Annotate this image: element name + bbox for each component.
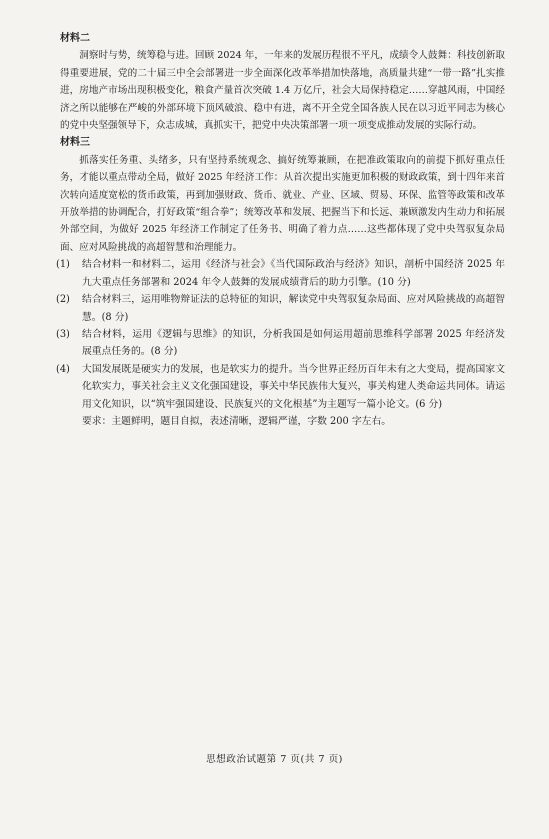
question-number: (3) xyxy=(56,328,70,340)
question-number: (4) xyxy=(56,363,70,375)
material-2-heading: 材料二 xyxy=(60,33,90,44)
question-text: 结合材料三，运用唯物辩证法的总特征的知识，解读党中央驾驭复杂局面、应对风险挑战的高超智慧。(8 分) xyxy=(82,294,505,323)
page-content xyxy=(56,30,505,430)
question-text: 大国发展既是硬实力的发展，也是软实力的提升。当今世界正经历百年未有之大变局，提高国家文化软实力，事关社会主义文化强国建设，事关中华民族伟大复兴，事关构建人类命运共同体。请运用文化知识，以“筑牢强国建设、民族复兴的文化根基”为主题写一篇小论文。(6 分) xyxy=(82,363,505,410)
question-text: 结合材料一和材料二，运用《经济与社会》《当代国际政治与经济》知识，剖析中国经济 2025 年九大重点任务部署和 2024 年令人鼓舞的发展成绩背后的助力引擎。(10 分) xyxy=(82,259,505,288)
material-3-heading: 材料三 xyxy=(60,137,90,149)
question-4 xyxy=(56,361,505,413)
question-3 xyxy=(56,326,505,361)
question-text: 结合材料，运用《逻辑与思维》的知识，分析我国是如何运用超前思维科学部署 2025 年经济发展重点任务的。(8 分) xyxy=(82,328,505,358)
question-1 xyxy=(56,256,505,291)
material-2-text: 洞察时与势，统筹稳与进。回顾 2024 年，一年来的发展历程很不平凡，成绩令人鼓舞：科技创新取得重要进展，党的二十届三中全会部署进一步全面深化改革举措加快落地，高质量共建“一带一路”扎实推进，房地产市场出现积极变化，粮食产量首次突破 1.4 万亿斤，社会大局保持稳定……穿越风雨，中国经济之所以能够在严峻的外部环境下顶风破浪、稳中有进，离不开全党全国各族人民在以习近平同志为核心的党中央坚强领导下，众志成城，真抓实干，把党中央决策部署一项一项变成推动发展的实际行动。 xyxy=(60,50,505,132)
question-number: (2) xyxy=(56,294,70,306)
question-number: (1) xyxy=(56,259,70,271)
question-2 xyxy=(56,291,505,326)
material-3-text: 抓落实任务重、头绪多，只有坚持系统观念、搞好统筹兼顾，在把准政策取向的前提下抓好重点任务，才能以重点带动全局，做好 2025 年经济工作：从首次提出实施更加积极的财政政策，到十四年来首次转向适度宽松的货币政策，再到加强财政、货币、就业、产业、区域、贸易、环保、监管等政策和改革开放举措的协调配合，打好政策“组合拳”；统筹改革和发展、把握当下和长远、兼顾激发内生动力和拓展外部空间，为做好 2025 年经济工作制定了任务书、明确了着力点……这些都体现了党中央驾驭复杂局面、应对风险挑战的高超智慧和治理能力。 xyxy=(60,154,505,253)
essay-requirement: 要求：主题鲜明，题目自拟，表述清晰，逻辑严谨，字数 200 字左右。 xyxy=(82,415,392,427)
page-footer: 思想政治试题第 7 页(共 7 页) xyxy=(206,754,343,765)
